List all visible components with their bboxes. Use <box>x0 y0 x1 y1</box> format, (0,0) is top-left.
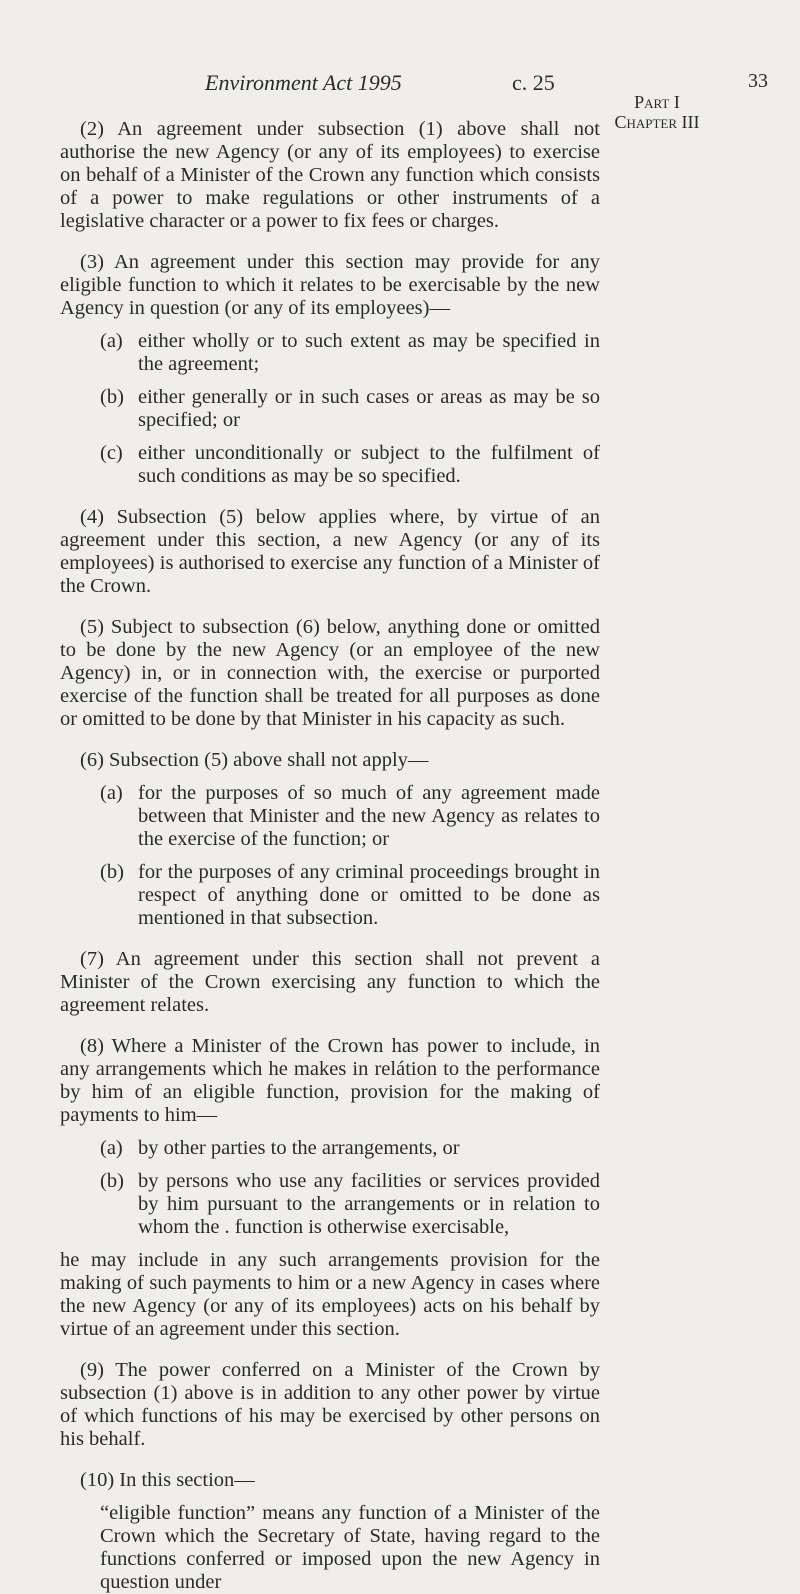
item-number: (a) <box>100 330 123 352</box>
list-item <box>100 861 600 930</box>
margin-note-part: Part I <box>634 92 680 112</box>
item-text: by other parties to the arrangements, or <box>138 1137 460 1159</box>
chapter-reference: c. 25 <box>512 70 555 95</box>
list-item <box>100 442 600 488</box>
margin-note-chapter: Chapter III <box>614 112 700 132</box>
subsection-6-items <box>60 782 600 930</box>
item-number: (c) <box>100 442 123 464</box>
list-item <box>100 1137 600 1160</box>
page-number: 33 <box>748 70 768 92</box>
subsection-6: (6) Subsection (5) above shall not apply— <box>80 749 429 771</box>
definition-eligible-function: “eligible function” means any function of a Minister of the Crown which the Secretary of State, having regard to the functions conferred or imposed upon the new Agency in question under <box>100 1502 600 1593</box>
list-item <box>100 330 600 376</box>
subsection-3: (3) An agreement under this section may provide for any eligible function to which it relates to be exercisable by the new Agency in question (or any of its employees)— <box>60 251 600 319</box>
list-item <box>100 782 600 851</box>
list-item <box>100 1170 600 1239</box>
item-text: by persons who use any facilities or services provided by him pursuant to the arrangements or in relation to whom the . function is otherwise exercisable, <box>138 1170 600 1238</box>
subsection-3-items <box>60 330 600 488</box>
item-number: (b) <box>100 861 124 883</box>
margin-note <box>607 92 707 132</box>
item-text: for the purposes of so much of any agreement made between that Minister and the new Agency as relates to the exercise of the function; or <box>138 782 600 850</box>
subsection-8: (8) Where a Minister of the Crown has power to include, in any arrangements which he makes in relátion to the performance by him of an eligible function, provision for the making of payments to him— <box>60 1035 600 1126</box>
body-text <box>60 118 600 1594</box>
subsection-9: (9) The power conferred on a Minister of the Crown by subsection (1) above is in addition to any other power by virtue of which functions of his may be exercised by other persons on his behalf. <box>60 1359 600 1450</box>
item-text: either wholly or to such extent as may be specified in the agreement; <box>138 330 600 375</box>
item-number: (b) <box>100 386 124 408</box>
subsection-8-items <box>60 1137 600 1239</box>
item-number: (a) <box>100 782 123 804</box>
item-text: either unconditionally or subject to the fulfilment of such conditions as may be so specified. <box>138 442 600 487</box>
running-title: Environment Act 1995 <box>205 70 402 95</box>
subsection-7: (7) An agreement under this section shall not prevent a Minister of the Crown exercising any function to which the agreement relates. <box>60 948 600 1016</box>
item-text: for the purposes of any criminal proceedings brought in respect of anything done or omitted to be done as mentioned in that subsection. <box>138 861 600 929</box>
subsection-10: (10) In this section— <box>80 1469 255 1491</box>
item-number: (a) <box>100 1137 123 1159</box>
subsection-5: (5) Subject to subsection (6) below, anything done or omitted to be done by the new Agency (or an employee of the new Agency) in, or in connection with, the exercise or purported exercise of the function shall be treated for all purposes as done or omitted to be done by that Minister in his capacity as such. <box>60 616 600 730</box>
item-number: (b) <box>100 1170 124 1192</box>
list-item <box>100 386 600 432</box>
subsection-4: (4) Subsection (5) below applies where, by virtue of an agreement under this section, a new Agency (or any of its employees) is authorised to exercise any function of a Minister of the Crown. <box>60 506 600 597</box>
subsection-2: (2) An agreement under subsection (1) above shall not authorise the new Agency (or any of its employees) to exercise on behalf of a Minister of the Crown any function which consists of a power to make regulations or other instruments of a legislative character or a power to fix fees or charges. <box>60 118 600 232</box>
subsection-8-continuation: he may include in any such arrangements provision for the making of such payments to him or a new Agency in cases where the new Agency (or any of its employees) acts on his behalf by virtue of an agreement under this section. <box>60 1249 600 1340</box>
item-text: either generally or in such cases or areas as may be so specified; or <box>138 386 600 431</box>
